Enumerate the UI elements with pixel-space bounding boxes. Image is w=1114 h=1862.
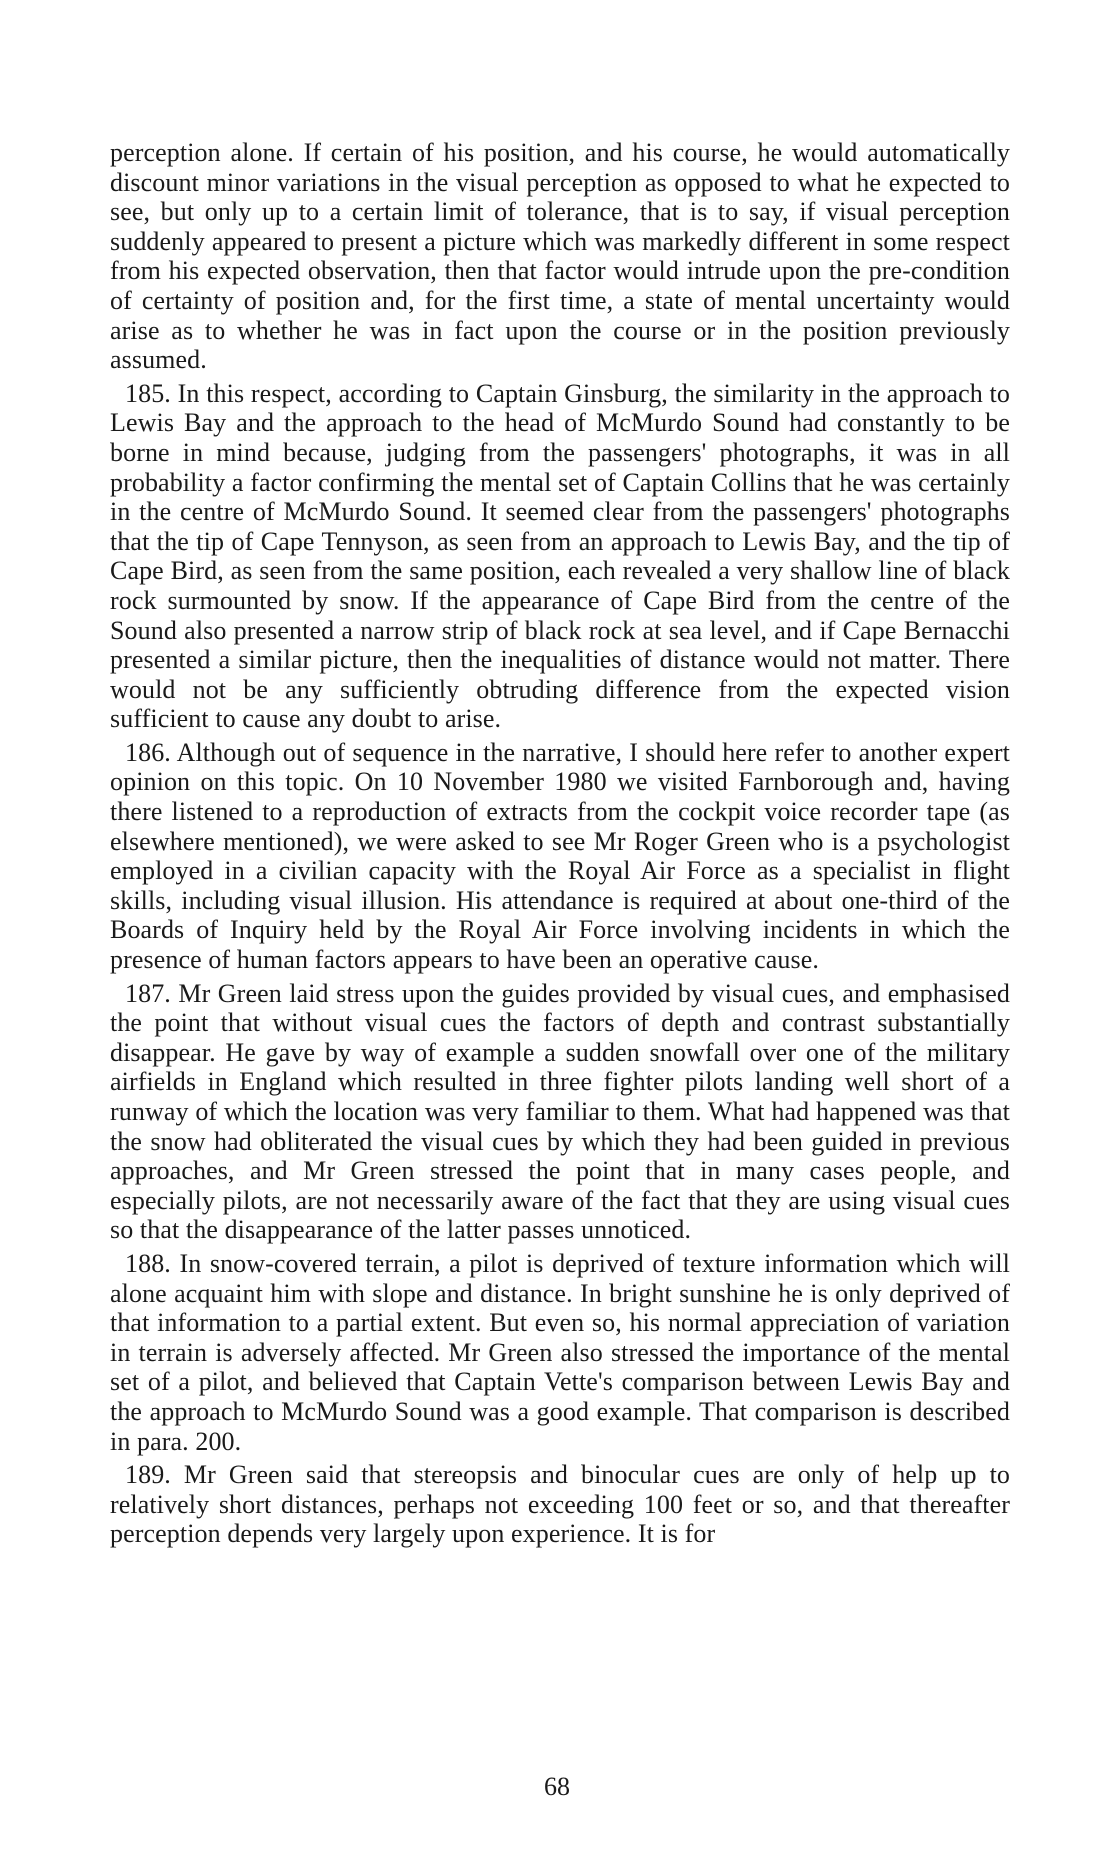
paragraph-text: Although out of sequence in the narrative, I should here refer to another expert opinion on this topic. On 10 November 1980 we visited Farnborough and, having there listened to a reproduction of extracts from the cockpit voice recorder tape (as elsewhere mentioned), we were asked to see Mr Roger Green who is a psychologist employed in a civilian capacity with the Royal Air Force as a specialist in flight skills, including visual illusion. His attendance is required at about one-third of the Boards of Inquiry held by the Royal Air Force involving incidents in which the presence of human factors appears to have been an operative cause.: [110, 737, 1010, 975]
paragraph-188: [110, 1249, 1010, 1456]
body-text: [110, 138, 1010, 1549]
paragraph-number: 187.: [125, 978, 171, 1008]
paragraph-185: [110, 379, 1010, 734]
paragraph-number: 189.: [125, 1460, 171, 1490]
paragraph-text: In this respect, according to Captain Ginsburg, the similarity in the approach to Lewis Bay and the approach to the head of McMurdo Sound had constantly to be borne in mind because, judging from the passengers' photographs, it was in all probability a factor confirming the mental set of Captain Collins that he was certainly in the centre of McMurdo Sound. It seemed clear from the passengers' photographs that the tip of Cape Tennyson, as seen from an approach to Lewis Bay, and the tip of Cape Bird, as seen from the same position, each revealed a very shallow line of black rock surmounted by snow. If the appearance of Cape Bird from the centre of the Sound also presented a narrow strip of black rock at sea level, and if Cape Bernacchi presented a similar picture, then the inequalities of distance would not matter. There would not be any sufficiently obtruding difference from the expected vision sufficient to cause any doubt to arise.: [110, 378, 1010, 734]
page-number: 68: [544, 1772, 570, 1801]
paragraph-text: Mr Green said that stereopsis and binocular cues are only of help up to relatively short distances, perhaps not exceeding 100 feet or so, and that thereafter perception depends very largely upon experience. It is for: [110, 1460, 1010, 1549]
paragraph-text: In snow-covered terrain, a pilot is deprived of texture information which will alone acquaint him with slope and distance. In bright sunshine he is only deprived of that information to a partial extent. But even so, his normal appreciation of variation in terrain is adversely affected. Mr Green also stressed the importance of the mental set of a pilot, and believed that Captain Vette's comparison between Lewis Bay and the approach to McMurdo Sound was a good example. That comparison is described in para. 200.: [110, 1248, 1010, 1456]
paragraph-number: 186.: [125, 737, 171, 767]
paragraph-186: [110, 738, 1010, 975]
paragraph-continuation: [110, 138, 1010, 375]
paragraph-text: perception alone. If certain of his position, and his course, he would automatically discount minor variations in the visual perception as opposed to what he expected to see, but only up to a certain limit of tolerance, that is to say, if visual perception suddenly appeared to present a picture which was markedly different in some respect from his expected observation, then that factor would intrude upon the pre-condition of certainty of position and, for the first time, a state of mental uncertainty would arise as to whether he was in fact upon the course or in the position previously assumed.: [110, 138, 1010, 375]
paragraph-number: 185.: [125, 378, 171, 408]
paragraph-number: 188.: [125, 1248, 171, 1278]
paragraph-187: [110, 979, 1010, 1245]
paragraph-189: [110, 1460, 1010, 1549]
paragraph-text: Mr Green laid stress upon the guides provided by visual cues, and emphasised the point that without visual cues the factors of depth and contrast substantially disappear. He gave by way of example a sudden snowfall over one of the military airfields in England which resulted in three fighter pilots landing well short of a runway of which the location was very familiar to them. What had happened was that the snow had obliterated the visual cues by which they had been guided in previous approaches, and Mr Green stressed the point that in many cases people, and especially pilots, are not necessarily aware of the fact that they are using visual cues so that the disappearance of the latter passes unnoticed.: [110, 978, 1010, 1245]
